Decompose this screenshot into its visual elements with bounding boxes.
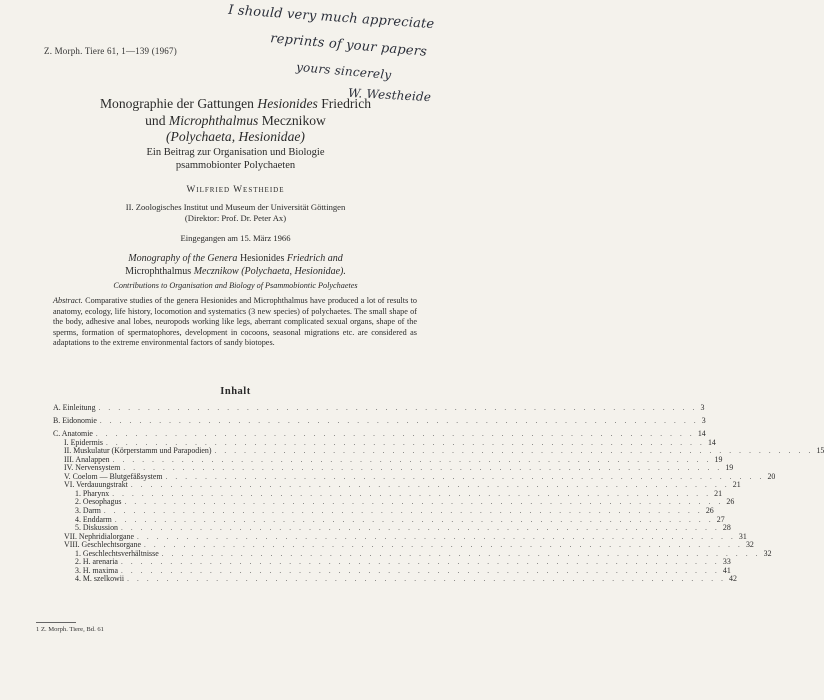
toc-entry-page: 31 (738, 531, 747, 541)
toc-entry-label: IV. Nervensystem (64, 463, 121, 473)
toc-entry-page: 14 (707, 437, 716, 447)
toc-leader-dots: . . . . . . . . . . . . . . . . . . . . . . . . . . . . . . . . . . . . . . . . . . . . . . . . . . . . . . . . . . . . . (103, 507, 703, 516)
toc-entry-page: 26 (726, 497, 735, 507)
toc-entry-label: III. Analappen (64, 454, 110, 464)
english-title-text: Monography of the Genera (128, 253, 238, 264)
toc-leader-dots: . . . . . . . . . . . . . . . . . . . . . . . . . . . . . . . . . . . . . . . . . . . . . . . . . . . . . . . . . . . . . (123, 464, 723, 473)
toc-leader-dots: . . . . . . . . . . . . . . . . . . . . . . . . . . . . . . . . . . . . . . . . . . . . . . . . . . . . . . . . . . . . . (124, 498, 724, 507)
institute-line: II. Zoologisches Institut und Museum der Universität Göttingen (125, 202, 346, 212)
toc-leader-dots: . . . . . . . . . . . . . . . . . . . . . . . . . . . . . . . . . . . . . . . . . . . . . . . . . . . . . . . . . . . . . (106, 438, 705, 447)
title-text: Friedrich (317, 96, 372, 111)
toc-entry-label: 4. Enddarm (75, 514, 112, 524)
toc-entry-label: II. Muskulatur (Körperstamm und Parapodien) (64, 446, 212, 456)
subtitle-line: Ein Beitrag zur Organisation und Biologie (146, 147, 325, 158)
title-text: und (145, 112, 169, 128)
abstract-text: Comparative studies of the genera Hesionides and Microphthalmus have produced a lot of results to anatomy, ecology, life history, locomotion and systematics (3 new species) of polychaetes. The small shape of the body, adhesive anal lobes, neuropods working like legs, aberrant complicated sexual organs, shape of the sperms, formation of spermatophores, development in cocoons, seasonal migrations etc. are considered as adaptations to the extreme environmental factors of sandy biotopes. (53, 296, 417, 348)
toc-entry-label: I. Epidermis (64, 437, 104, 447)
toc-leader-dots: . . . . . . . . . . . . . . . . . . . . . . . . . . . . . . . . . . . . . . . . . . . . . . . . . . . . . . . . . . . . . (214, 447, 814, 456)
toc-leader-dots: . . . . . . . . . . . . . . . . . . . . . . . . . . . . . . . . . . . . . . . . . . . . . . . . . . . . . . . . . . . . . (120, 558, 720, 567)
english-title-genus: Microphthalmus (125, 265, 194, 277)
journal-reference: Z. Morph. Tiere 61, 1—139 (1967) (44, 46, 177, 56)
toc-entry-page: 21 (732, 480, 741, 490)
paper-title (20, 96, 451, 146)
institute (20, 202, 451, 224)
abstract-label: Abstract. (53, 296, 83, 305)
english-title-genus: Hesionides (237, 253, 287, 264)
toc-entry-label: 1. Geschlechtsverhältnisse (75, 548, 159, 558)
subtitle-line: psammobionter Polychaeten (175, 160, 296, 171)
footnote-divider (36, 622, 76, 623)
toc-entry-label: 3. Darm (75, 506, 101, 516)
toc-entry-page: 19 (725, 463, 734, 473)
title-text: Monographie der Gattungen (99, 96, 258, 111)
toc-leader-dots: . . . . . . . . . . . . . . . . . . . . . . . . . . . . . . . . . . . . . . . . . . . . . . . . . . . . . . . . . . . . . (136, 532, 736, 541)
toc-leader-dots: . . . . . . . . . . . . . . . . . . . . . . . . . . . . . . . . . . . . . . . . . . . . . . . . . . . . . . . . . . . . . (161, 549, 761, 558)
author-name: Wilfried Westheide (186, 185, 285, 195)
toc-entry-label: 1. Pharynx (75, 488, 110, 498)
toc-entry-page: 14 (697, 429, 706, 439)
toc-entry-page: 20 (767, 471, 776, 481)
toc-entry-page: 3 (701, 416, 706, 426)
toc-entry-label: VII. Nephridialorgane (64, 531, 134, 541)
toc-entry (53, 416, 706, 426)
toc-entry-label: 4. M. szelkowii (75, 574, 125, 584)
toc-leader-dots: . . . . . . . . . . . . . . . . . . . . . . . . . . . . . . . . . . . . . . . . . . . . . . . . . . . . . . . . . . . . . (114, 515, 714, 524)
toc-leader-dots: . . . . . . . . . . . . . . . . . . . . . . . . . . . . . . . . . . . . . . . . . . . . . . . . . . . . . . . . . . . . . (120, 524, 720, 533)
toc-leader-dots: . . . . . . . . . . . . . . . . . . . . . . . . . . . . . . . . . . . . . . . . . . . . . . . . . . . . . . . . . . . . . (98, 404, 698, 412)
title-genus: Hesionides (257, 96, 318, 111)
toc-entry-page: 42 (729, 574, 737, 584)
table-of-contents (53, 403, 824, 584)
toc-entry-label: 2. H. arenaria (75, 557, 118, 567)
toc-entry-page: 32 (745, 540, 754, 550)
title-genus: Microphthalmus (168, 112, 259, 128)
toc-leader-dots: . . . . . . . . . . . . . . . . . . . . . . . . . . . . . . . . . . . . . . . . . . . . . . . . . . . . . . . . . . . . . (112, 455, 712, 464)
english-title-text: Mecznikow (Polychaeta, Hesionidae). (193, 265, 346, 277)
toc-entry-label: 3. H. maxima (75, 565, 118, 575)
footnote: 1 Z. Morph. Tiere, Bd. 61 (36, 626, 104, 633)
toc-leader-dots: . . . . . . . . . . . . . . . . . . . . . . . . . . . . . . . . . . . . . . . . . . . . . . . . . . . . . . . . . . . . . (143, 541, 743, 550)
toc-entry-page: 15 (816, 446, 824, 456)
toc-entry-label: V. Coelom — Blutgefäßsystem (64, 471, 163, 481)
toc-entry-label: VI. Verdauungstrakt (64, 480, 128, 490)
toc-entry-label: C. Anatomie (53, 429, 93, 439)
toc-entry-label: VIII. Geschlechtsorgane (64, 540, 141, 550)
toc-leader-dots: . . . . . . . . . . . . . . . . . . . . . . . . . . . . . . . . . . . . . . . . . . . . . . . . . . . . . . . . . . . . . (165, 472, 765, 481)
toc-leader-dots: . . . . . . . . . . . . . . . . . . . . . . . . . . . . . . . . . . . . . . . . . . . . . . . . . . . . . . . . . . . . . (130, 481, 730, 490)
toc-entry-page: 19 (714, 454, 723, 464)
abstract (53, 296, 417, 349)
handwritten-line: I should very much appreciate (227, 2, 435, 33)
toc-entry (53, 497, 735, 507)
english-subtitle: Contributions to Organisation and Biology of Psammobiontic Polychaetes (113, 281, 358, 290)
toc-entry (53, 429, 706, 439)
toc-entry-label: 5. Diskussion (75, 523, 118, 533)
toc-leader-dots: . . . . . . . . . . . . . . . . . . . . . . . . . . . . . . . . . . . . . . . . . . . . . . . . . . . . . . . . . . . . . (95, 430, 695, 439)
toc-entry-page: 27 (716, 514, 725, 524)
toc-leader-dots: . . . . . . . . . . . . . . . . . . . . . . . . . . . . . . . . . . . . . . . . . . . . . . . . . . . . . . . . . . . . . (127, 575, 727, 584)
toc-leader-dots: . . . . . . . . . . . . . . . . . . . . . . . . . . . . . . . . . . . . . . . . . . . . . . . . . . . . . . . . . . . . . (120, 566, 720, 575)
title-taxon: (Polychaeta, Hesionidae) (166, 129, 305, 144)
toc-entry-page: 32 (763, 548, 772, 558)
toc-entry-page: 21 (714, 488, 723, 498)
toc-entry-label: A. Einleitung (53, 403, 96, 412)
english-title-text: Friedrich and (286, 253, 343, 264)
title-text: Mecznikow (258, 112, 326, 128)
handwritten-signature: W. Westheide (347, 85, 432, 105)
toc-entry-page: 26 (705, 506, 714, 516)
toc-leader-dots: . . . . . . . . . . . . . . . . . . . . . . . . . . . . . . . . . . . . . . . . . . . . . . . . . . . . . . . . . . . . . (99, 417, 699, 426)
english-title (20, 253, 451, 278)
institute-director: (Direktor: Prof. Dr. Peter Ax) (184, 213, 287, 223)
toc-entry (53, 403, 705, 413)
toc-entry-page: 28 (722, 523, 731, 533)
handwritten-line: reprints of your papers (269, 31, 428, 60)
paper-subtitle (20, 146, 451, 172)
toc-heading: Inhalt (220, 386, 251, 397)
toc-entry (53, 574, 737, 584)
toc-entry-page: 3 (700, 403, 705, 412)
received-date: Eingegangen am 15. März 1966 (180, 233, 291, 243)
toc-entry-page: 33 (722, 557, 731, 567)
toc-entry-label: 2. Oesophagus (75, 497, 122, 507)
handwritten-line: yours sincerely (295, 59, 392, 83)
toc-entry-label: B. Eidonomie (53, 416, 97, 426)
toc-leader-dots: . . . . . . . . . . . . . . . . . . . . . . . . . . . . . . . . . . . . . . . . . . . . . . . . . . . . . . . . . . . . . (112, 489, 712, 498)
toc-entry-page: 41 (722, 565, 731, 575)
